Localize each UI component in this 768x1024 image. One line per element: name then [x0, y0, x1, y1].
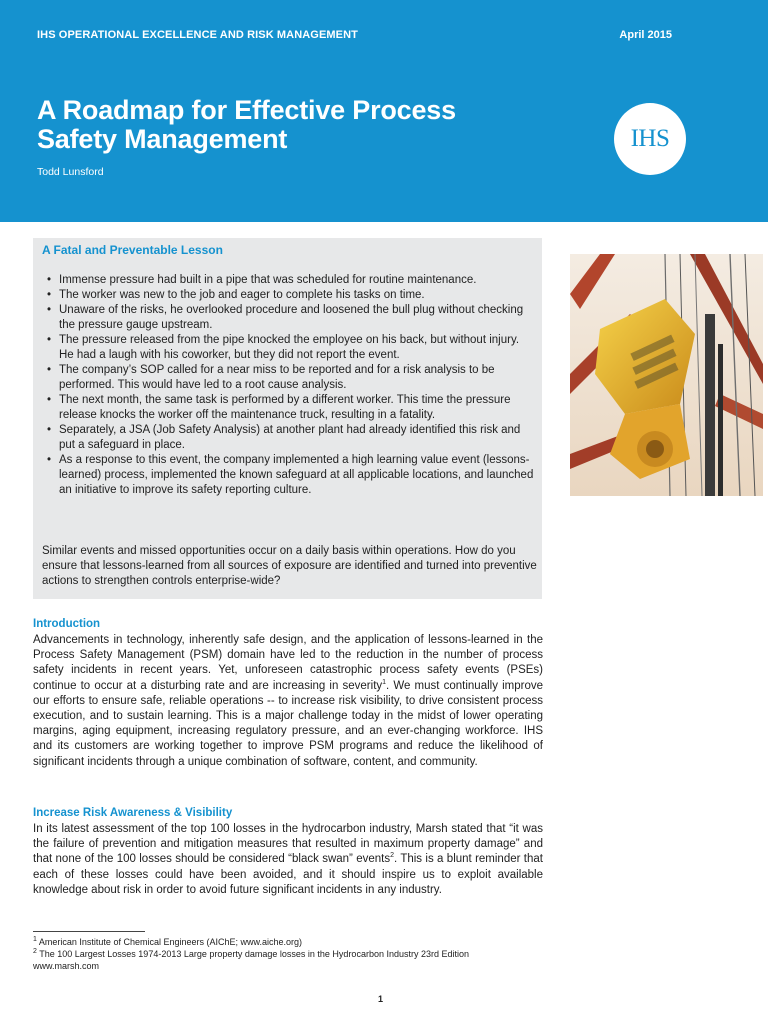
- lesson-bullet: • The worker was new to the job and eager to complete his tasks on time.: [45, 288, 535, 303]
- lesson-box: [33, 238, 542, 599]
- footnotes: [33, 936, 553, 972]
- publication-date: April 2015: [619, 29, 672, 41]
- lesson-bullet: • The pressure released from the pipe knocked the employee on his back, but without injury. He had a laugh with his coworker, but they did not report the event.: [45, 333, 535, 363]
- introduction-paragraph: Advancements in technology, inherently safe design, and the application of lessons-learned in the Process Safety Management (PSM) domain have led to the reduction in the number of process safety incidents in recent years. Yet, unforeseen catastrophic process safety events (PSEs) continue to occur at a disturbing rate and are increasing in severity$^1$. We must continually improve our efforts to ensure safe, reliable operations -- to increase risk visibility, to drive consistent process execution, and to sustain learning. This is a major challenge today in the midst of lower operating margins, aging equipment, increasing regulatory pressure, and an ever-changing workforce. IHS and its customers are working together to improve PSM programs and reduce the likelihood of significant incidents through a unique combination of software, content, and community.: [33, 634, 543, 768]
- lesson-bullet-list: [45, 273, 535, 498]
- risk-paragraph: In its latest assessment of the top 100 losses in the hydrocarbon industry, Marsh stated that “it was the failure of prevention and mitigation measures that resulted in maximum property damage” and that none of the 100 losses should be considered “black swan” events$^2$. This is a blunt reminder that each of these losses could have been avoided, and it should inspire us to exploit available knowledge about risk in order to avoid future significant incidents in any industry.: [33, 823, 543, 896]
- risk-heading: Increase Risk Awareness & Visibility: [33, 807, 233, 819]
- footnote-ref-2: 2: [390, 852, 394, 860]
- title-line-1: A Roadmap for Effective Process: [37, 95, 456, 125]
- footnote-2: $^2$ The 100 Largest Losses 1974-2013 Large property damage losses in the Hydrocarbon Industry 23rd Edition: [33, 948, 470, 959]
- ihs-logo: IHS: [614, 103, 686, 175]
- footnote-ref-1: 1: [382, 678, 387, 686]
- document-title: [37, 96, 577, 154]
- lesson-bullet: • The company’s SOP called for a near miss to be reported and for a risk analysis to be performed. This would have led to a root cause analysis.: [45, 363, 535, 393]
- lesson-bullet: • Immense pressure had built in a pipe that was scheduled for routine maintenance.: [45, 273, 535, 288]
- lesson-bullet: • Unaware of the risks, he overlooked procedure and loosened the bull plug without checking the pressure gauge upstream.: [45, 303, 535, 333]
- footnote-1: $^1$ American Institute of Chemical Engineers (AIChE; www.aiche.org): [33, 936, 303, 947]
- series-label: IHS OPERATIONAL EXCELLENCE AND RISK MANAGEMENT: [37, 29, 358, 41]
- footnote-divider: [33, 931, 145, 932]
- author-name: Todd Lunsford: [37, 166, 104, 178]
- lesson-closing-text: Similar events and missed opportunities occur on a daily basis within operations. How do you ensure that lessons-learned from all sources of exposure are identified and turned into preventive actions to strengthen controls enterprise-wide?: [42, 545, 537, 587]
- title-line-2: Safety Management: [37, 124, 288, 154]
- lesson-bullet: • The next month, the same task is performed by a different worker. This time the pressure release knocks the worker off the maintenance truck, resulting in a fatality.: [45, 393, 535, 423]
- lesson-bullet: • Separately, a JSA (Job Safety Analysis) at another plant had already identified this risk and put a safeguard in place.: [45, 423, 535, 453]
- footnote-2-url[interactable]: www.marsh.com: [33, 961, 100, 971]
- header-banner: [0, 0, 768, 222]
- rig-illustration: [570, 254, 763, 496]
- drilling-rig-photo: [570, 254, 763, 496]
- lesson-title: A Fatal and Preventable Lesson: [42, 243, 223, 257]
- page-number: 1: [378, 994, 384, 1004]
- lesson-bullet: • As a response to this event, the company implemented a high learning value event (lessons-learned) process, implemented the known safeguard at all applicable locations, and launched an initiative to improve its safety reporting culture.: [45, 453, 535, 498]
- introduction-heading: Introduction: [33, 618, 101, 630]
